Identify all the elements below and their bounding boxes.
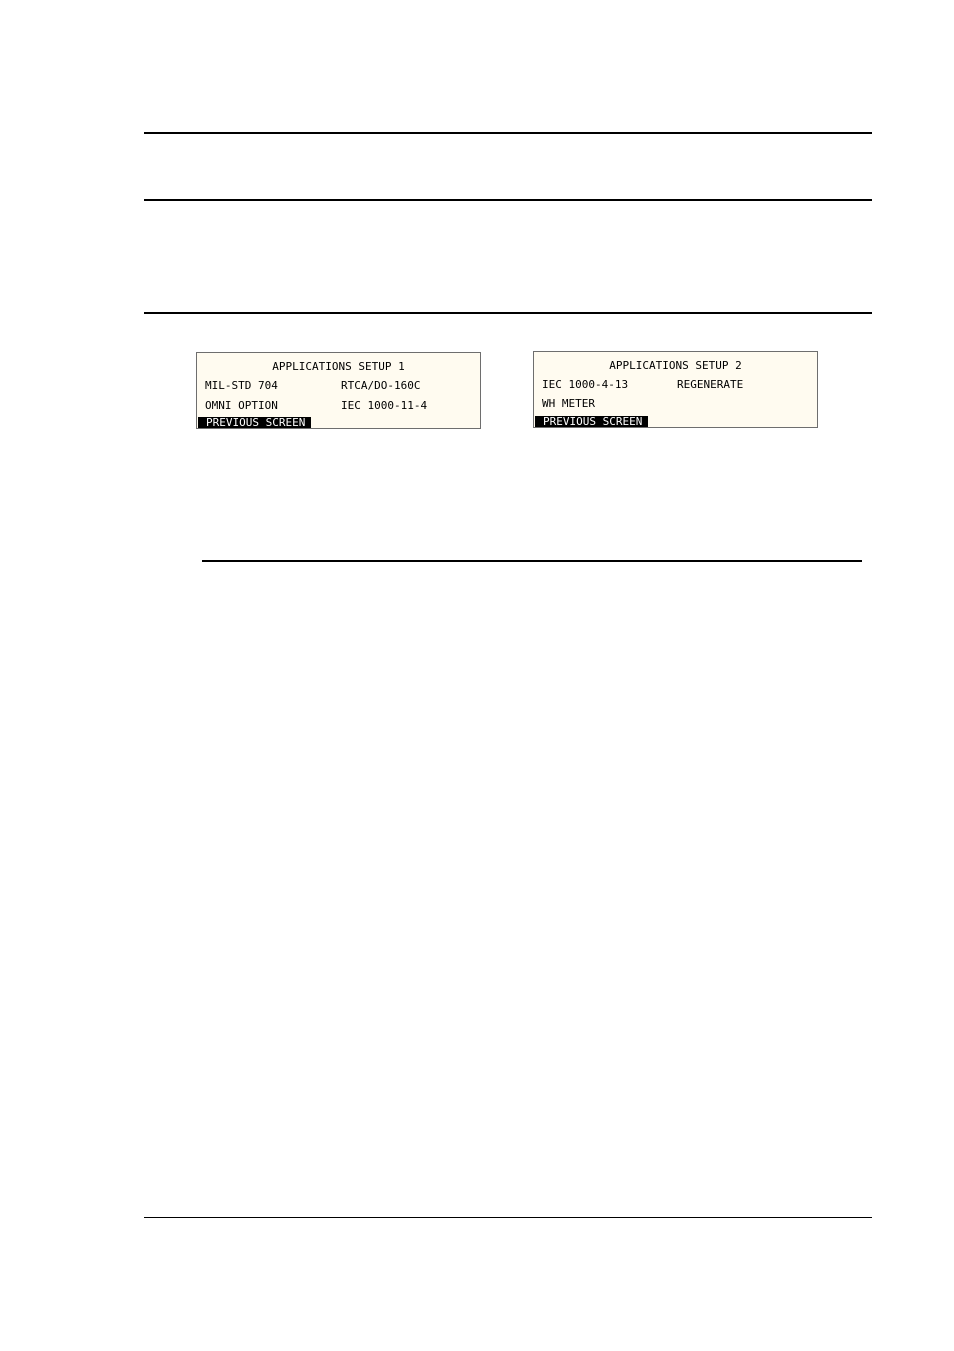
screen-title: APPLICATIONS SETUP 1	[272, 360, 405, 373]
menu-item-wh-meter[interactable]: WH METER	[542, 397, 595, 410]
lcd-screen-applications-setup-2	[533, 351, 818, 428]
table-header-rule	[202, 560, 862, 562]
menu-item-rtca-do-160c[interactable]: RTCA/DO-160C	[341, 379, 421, 392]
lcd-screen-applications-setup-1	[196, 352, 481, 429]
section-rule-2	[144, 312, 872, 314]
menu-item-iec-1000-4-13[interactable]: IEC 1000-4-13	[542, 378, 629, 391]
menu-item-omni-option[interactable]: OMNI OPTION	[205, 399, 278, 412]
menu-item-mil-std-704[interactable]: MIL-STD 704	[205, 379, 278, 392]
top-rule	[144, 132, 872, 134]
menu-item-iec-1000-11-4[interactable]: IEC 1000-11-4	[341, 399, 428, 412]
footer-rule	[144, 1217, 872, 1218]
section-rule-1	[144, 199, 872, 201]
previous-screen-softkey[interactable]: PREVIOUS SCREEN	[198, 417, 311, 428]
screen-title: APPLICATIONS SETUP 2	[609, 359, 742, 372]
menu-item-regenerate[interactable]: REGENERATE	[677, 378, 744, 391]
previous-screen-softkey[interactable]: PREVIOUS SCREEN	[535, 416, 648, 427]
